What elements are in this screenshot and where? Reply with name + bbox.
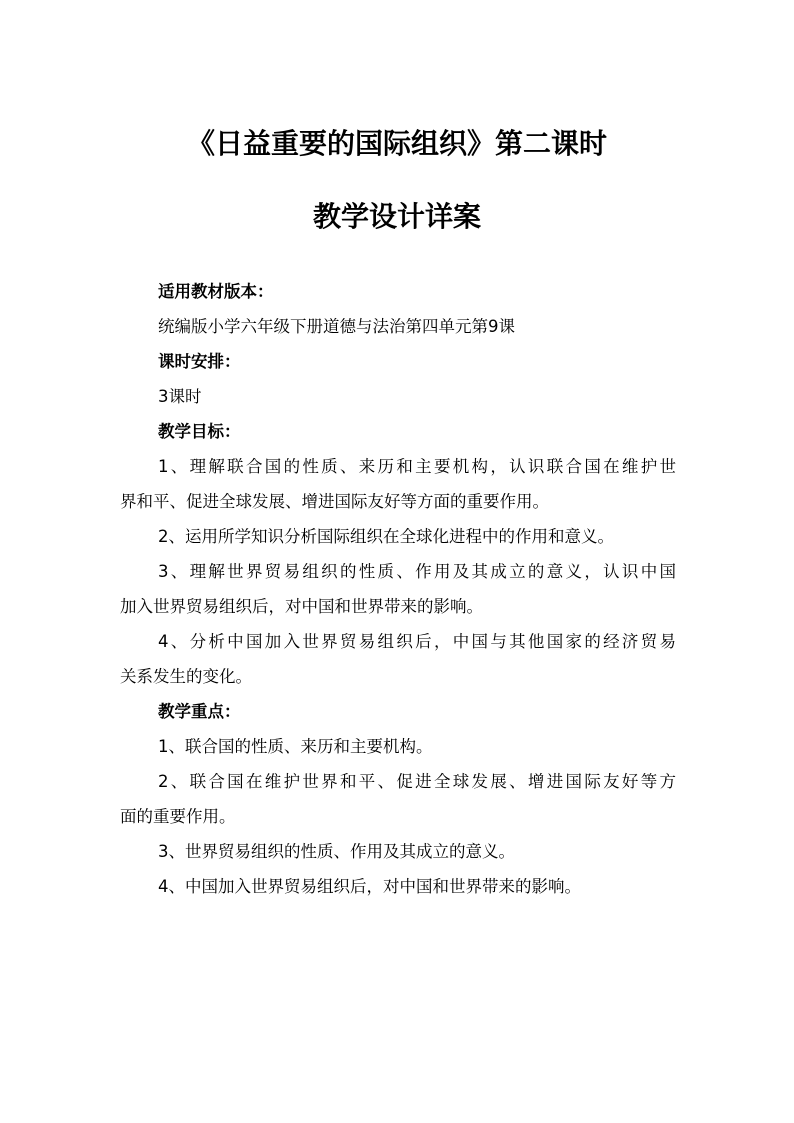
goal-3-line-2: 加入世界贸易组织后，对中国和世界带来的影响。 — [120, 597, 483, 616]
key-points-heading: 教学重点： — [158, 702, 241, 721]
key-point-2-line-2: 面的重要作用。 — [120, 807, 236, 826]
schedule-text: 3课时 — [158, 387, 202, 406]
document-body — [120, 268, 676, 898]
goals-heading: 教学目标： — [158, 422, 241, 441]
document-subtitle: 教学设计详案 — [312, 200, 481, 233]
document-title: 《日益重要的国际组织》第二课时 — [186, 127, 607, 160]
key-point-1: 1、联合国的性质、来历和主要机构。 — [158, 737, 433, 756]
goal-4-line-1: 4、分析中国加入世界贸易组织后，中国与其他国家的经济贸易 — [158, 632, 676, 651]
version-text: 统编版小学六年级下册道德与法治第四单元第9课 — [158, 317, 515, 336]
key-point-4: 4、中国加入世界贸易组织后，对中国和世界带来的影响。 — [158, 877, 581, 896]
goal-1-line-2: 界和平、促进全球发展、增进国际友好等方面的重要作用。 — [120, 492, 549, 511]
version-heading: 适用教材版本： — [158, 282, 274, 301]
goal-1-line-1: 1、理解联合国的性质、来历和主要机构，认识联合国在维护世 — [158, 457, 676, 476]
goal-2-line-1: 2、运用所学知识分析国际组织在全球化进程中的作用和意义。 — [158, 527, 614, 546]
schedule-heading: 课时安排： — [158, 352, 241, 371]
key-point-3: 3、世界贸易组织的性质、作用及其成立的意义。 — [158, 842, 515, 861]
goal-4-line-2: 关系发生的变化。 — [120, 667, 252, 686]
goal-3-line-1: 3、理解世界贸易组织的性质、作用及其成立的意义，认识中国 — [158, 562, 676, 581]
key-point-2-line-1: 2、联合国在维护世界和平、促进全球发展、增进国际友好等方 — [158, 772, 676, 791]
